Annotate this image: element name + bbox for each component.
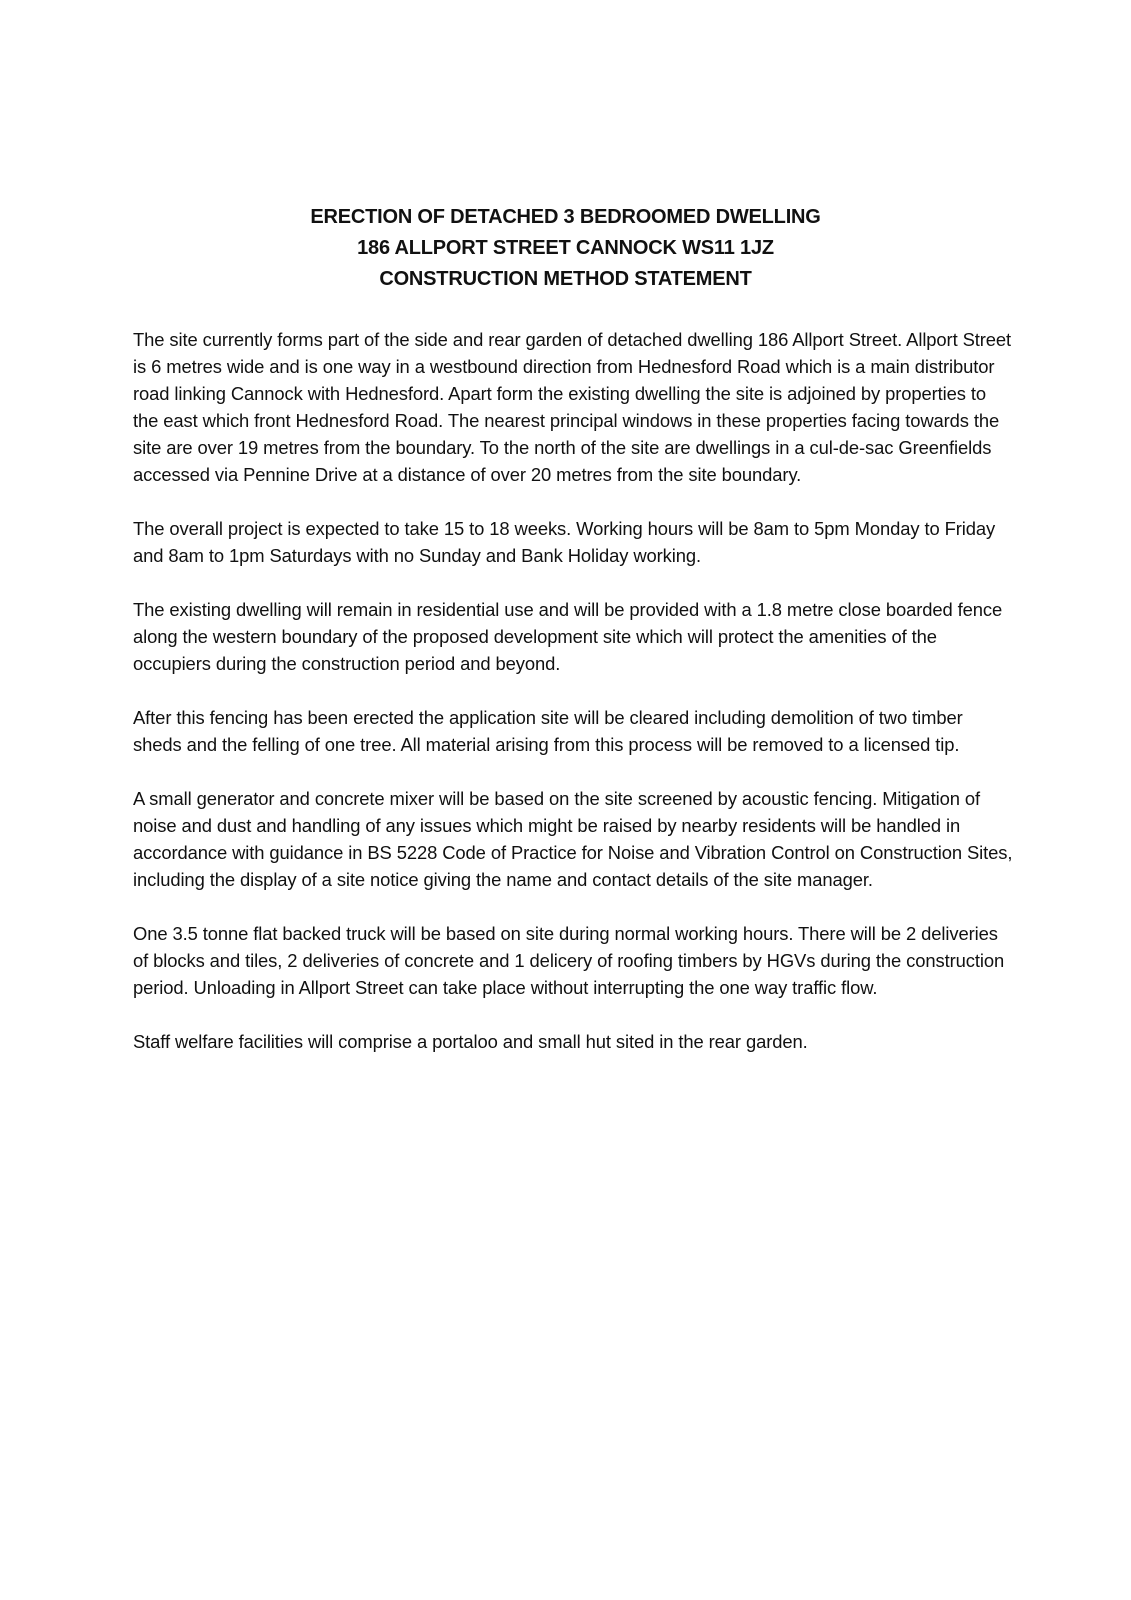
paragraph-boundary-fence: The existing dwelling will remain in residential use and will be provided with a 1.8 metre close boarded fence along the western boundary of the proposed development site which will protect the amenities of the occupiers during the construction period and beyond. (133, 599, 1003, 674)
document-title (0, 202, 1131, 295)
title-line-project: ERECTION OF DETACHED 3 BEDROOMED DWELLING (310, 206, 821, 228)
paragraph-noise-dust: A small generator and concrete mixer will be based on the site screened by acoustic fencing. Mitigation of noise and dust and handling of any issues which might be raised by nearby residents will be handled in accordance with guidance in BS 5228 Code of Practice for Noise and Vibration Control on Construction Sites, including the display of a site notice giving the name and contact details of the site manager. (133, 788, 1013, 890)
paragraph-site-description: The site currently forms part of the side and rear garden of detached dwelling 186 Allport Street. Allport Street is 6 metres wide and is one way in a westbound direction from Hednesford Road which is a main distributor road linking Cannock with Hednesford. Apart form the existing dwelling the site is adjoined by properties to the east which front Hednesford Road. The nearest principal windows in these properties facing towards the site are over 19 metres from the boundary. To the north of the site are dwellings in a cul-de-sac Greenfields accessed via Pennine Drive at a distance of over 20 metres from the site boundary. (133, 329, 1012, 485)
paragraph-deliveries: One 3.5 tonne flat backed truck will be based on site during normal working hours. There will be 2 deliveries of blocks and tiles, 2 deliveries of concrete and 1 delicery of roofing timbers by HGVs during the construction period. Unloading in Allport Street can take place without interrupting the one way traffic flow. (133, 923, 1005, 998)
paragraph-site-clearance: After this fencing has been erected the application site will be cleared including demolition of two timber sheds and the felling of one tree. All material arising from this process will be removed to a licensed tip. (133, 707, 963, 755)
paragraph-welfare: Staff welfare facilities will comprise a portaloo and small hut sited in the rear garden. (133, 1031, 808, 1052)
document-body (133, 326, 1013, 1082)
paragraph-project-duration: The overall project is expected to take 15 to 18 weeks. Working hours will be 8am to 5pm Monday to Friday and 8am to 1pm Saturdays with no Sunday and Bank Holiday working. (133, 518, 996, 566)
title-line-statement: CONSTRUCTION METHOD STATEMENT (379, 268, 752, 290)
title-line-address: 186 ALLPORT STREET CANNOCK WS11 1JZ (357, 237, 774, 259)
